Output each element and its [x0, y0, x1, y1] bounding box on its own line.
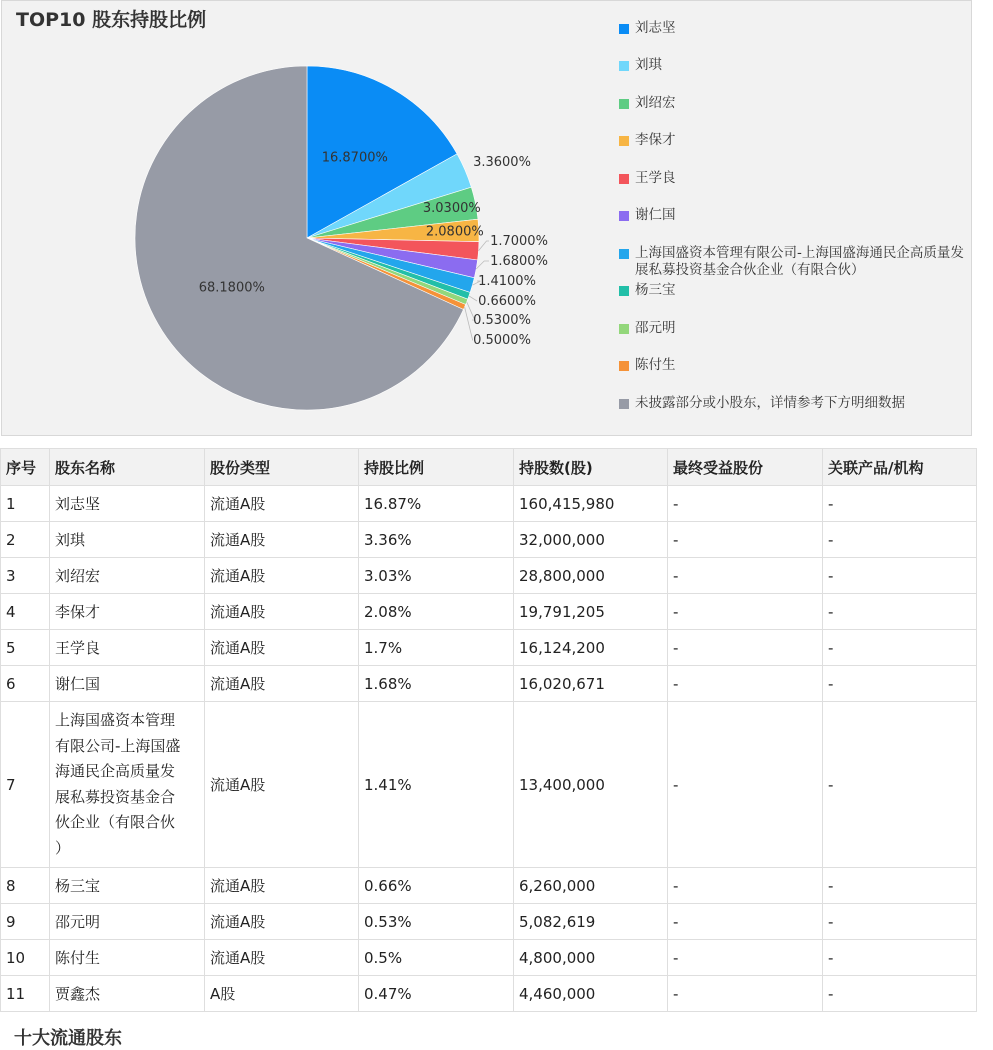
label-leader-line — [469, 296, 477, 301]
name-line: 海通民企高质量发 — [55, 762, 176, 780]
cell-shares: 6,260,000 — [514, 868, 668, 904]
slice-value-label: 0.6600% — [478, 294, 536, 309]
cell-no: 11 — [1, 976, 50, 1012]
slice-value-label: 1.7000% — [490, 234, 548, 249]
cell-type: 流通A股 — [205, 868, 359, 904]
legend-label: 陈付生 — [635, 357, 676, 373]
legend-swatch — [619, 249, 629, 259]
cell-shares: 160,415,980 — [514, 486, 668, 522]
cell-shares: 5,082,619 — [514, 904, 668, 940]
cell-type: 流通A股 — [205, 666, 359, 702]
legend-swatch — [619, 61, 629, 71]
cell-ratio: 2.08% — [359, 594, 514, 630]
cell-beneficial: - — [668, 868, 823, 904]
slice-value-label: 0.5300% — [473, 313, 531, 328]
legend-swatch — [619, 286, 629, 296]
cell-name: 谢仁国 — [50, 666, 205, 702]
header-type: 股份类型 — [205, 449, 359, 486]
legend-swatch — [619, 24, 629, 34]
cell-name: 邵元明 — [50, 904, 205, 940]
section-title: 十大流通股东 — [14, 1028, 122, 1049]
cell-name: 王学良 — [50, 630, 205, 666]
cell-related: - — [823, 940, 977, 976]
slice-value-label: 16.8700% — [321, 150, 388, 166]
cell-beneficial: - — [668, 666, 823, 702]
cell-shares: 28,800,000 — [514, 558, 668, 594]
cell-related: - — [823, 486, 977, 522]
cell-shares: 19,791,205 — [514, 594, 668, 630]
header-beneficial: 最终受益股份 — [668, 449, 823, 486]
slice-value-label: 68.1800% — [198, 280, 265, 296]
table-row — [1, 594, 977, 630]
cell-no: 4 — [1, 594, 50, 630]
cell-beneficial: - — [668, 630, 823, 666]
legend-label: 刘绍宏 — [635, 95, 676, 111]
cell-shares: 32,000,000 — [514, 522, 668, 558]
table-body — [1, 486, 977, 1012]
cell-no: 8 — [1, 868, 50, 904]
cell-no: 10 — [1, 940, 50, 976]
cell-beneficial: - — [668, 976, 823, 1012]
cell-ratio: 1.7% — [359, 630, 514, 666]
cell-related: - — [823, 868, 977, 904]
cell-name: 刘志坚 — [50, 486, 205, 522]
cell-no: 7 — [1, 702, 50, 868]
cell-no: 6 — [1, 666, 50, 702]
slice-value-label: 0.5000% — [473, 333, 531, 348]
cell-related: - — [823, 904, 977, 940]
legend-label: 上海国盛资本管理有限公司-上海国盛海通民企高质量发展私募投资基金合伙企业（有限合伙） — [635, 245, 964, 278]
chart-title: TOP10 股东持股比例 — [16, 9, 207, 31]
cell-type: 流通A股 — [205, 594, 359, 630]
cell-ratio: 3.36% — [359, 522, 514, 558]
header-no: 序号 — [1, 449, 50, 486]
table-header-row — [1, 449, 977, 486]
cell-type: 流通A股 — [205, 702, 359, 868]
legend-swatch — [619, 174, 629, 184]
slice-value-label: 1.4100% — [478, 274, 536, 289]
cell-type: 流通A股 — [205, 558, 359, 594]
legend-label: 刘琪 — [635, 57, 662, 73]
header-related: 关联产品/机构 — [823, 449, 977, 486]
header-shares: 持股数(股) — [514, 449, 668, 486]
cell-beneficial: - — [668, 594, 823, 630]
cell-beneficial: - — [668, 558, 823, 594]
cell-shares: 16,020,671 — [514, 666, 668, 702]
cell-type: 流通A股 — [205, 904, 359, 940]
cell-beneficial: - — [668, 904, 823, 940]
cell-no: 9 — [1, 904, 50, 940]
cell-ratio: 0.47% — [359, 976, 514, 1012]
table-row — [1, 630, 977, 666]
cell-no: 5 — [1, 630, 50, 666]
name-line: 展私募投资基金合 — [55, 787, 176, 806]
cell-shares: 4,460,000 — [514, 976, 668, 1012]
legend-label: 杨三宝 — [635, 282, 676, 298]
table-row — [1, 904, 977, 940]
table-row — [1, 868, 977, 904]
header-name: 股东名称 — [50, 449, 205, 486]
table-row — [1, 702, 977, 868]
cell-related: - — [823, 666, 977, 702]
legend-label: 李保才 — [635, 132, 676, 148]
slice-value-label: 3.3600% — [473, 155, 531, 170]
legend-swatch — [619, 324, 629, 334]
slice-value-label: 3.0300% — [422, 201, 481, 216]
name-line: ） — [55, 838, 71, 857]
cell-type: 流通A股 — [205, 940, 359, 976]
legend-swatch — [619, 399, 629, 409]
slice-value-label: 2.0800% — [425, 224, 484, 240]
cell-ratio: 1.68% — [359, 666, 514, 702]
legend-label: 邵元明 — [635, 320, 676, 336]
legend-label: 王学良 — [635, 170, 676, 186]
cell-ratio: 1.41% — [359, 702, 514, 868]
cell-ratio: 0.5% — [359, 940, 514, 976]
name-line: 上海国盛资本管理 — [55, 711, 176, 729]
cell-shares: 16,124,200 — [514, 630, 668, 666]
cell-name: 李保才 — [50, 594, 205, 630]
legend-swatch — [619, 99, 629, 109]
cell-related: - — [823, 702, 977, 868]
cell-no: 3 — [1, 558, 50, 594]
table-row — [1, 522, 977, 558]
legend-swatch — [619, 136, 629, 146]
label-leader-line — [476, 261, 489, 269]
legend-swatch — [619, 361, 629, 371]
legend-label: 谢仁国 — [635, 207, 676, 223]
cell-shares: 13,400,000 — [514, 702, 668, 868]
table-row — [1, 666, 977, 702]
table-row — [1, 558, 977, 594]
name-line: 伙企业（有限合伙 — [55, 813, 176, 831]
header-ratio: 持股比例 — [359, 449, 514, 486]
cell-beneficial: - — [668, 522, 823, 558]
cell-related: - — [823, 976, 977, 1012]
cell-name: 杨三宝 — [50, 868, 205, 904]
cell-related: - — [823, 522, 977, 558]
cell-ratio: 3.03% — [359, 558, 514, 594]
cell-related: - — [823, 558, 977, 594]
cell-type: 流通A股 — [205, 486, 359, 522]
table-row — [1, 976, 977, 1012]
cell-type: 流通A股 — [205, 522, 359, 558]
cell-related: - — [823, 594, 977, 630]
table-row — [1, 940, 977, 976]
legend-label: 刘志坚 — [635, 20, 676, 36]
cell-no: 2 — [1, 522, 50, 558]
cell-beneficial: - — [668, 940, 823, 976]
cell-ratio: 0.66% — [359, 868, 514, 904]
cell-name: 刘绍宏 — [50, 558, 205, 594]
cell-beneficial: - — [668, 486, 823, 522]
cell-no: 1 — [1, 486, 50, 522]
cell-ratio: 16.87% — [359, 486, 514, 522]
legend-swatch — [619, 211, 629, 221]
cell-related: - — [823, 630, 977, 666]
cell-name: 贾鑫杰 — [50, 976, 205, 1012]
cell-type: 流通A股 — [205, 630, 359, 666]
cell-name: 刘琪 — [50, 522, 205, 558]
cell-shares: 4,800,000 — [514, 940, 668, 976]
cell-beneficial: - — [668, 702, 823, 868]
shareholders-table — [0, 448, 977, 1012]
chart-panel — [1, 0, 972, 436]
legend-label: 未披露部分或小股东，详情参考下方明细数据 — [635, 395, 905, 411]
cell-name — [50, 702, 205, 868]
slice-value-label: 1.6800% — [490, 254, 548, 269]
cell-ratio: 0.53% — [359, 904, 514, 940]
name-line: 有限公司-上海国盛 — [55, 736, 181, 755]
label-leader-line — [479, 241, 490, 251]
table-row — [1, 486, 977, 522]
cell-name: 陈付生 — [50, 940, 205, 976]
cell-type: A股 — [205, 976, 359, 1012]
